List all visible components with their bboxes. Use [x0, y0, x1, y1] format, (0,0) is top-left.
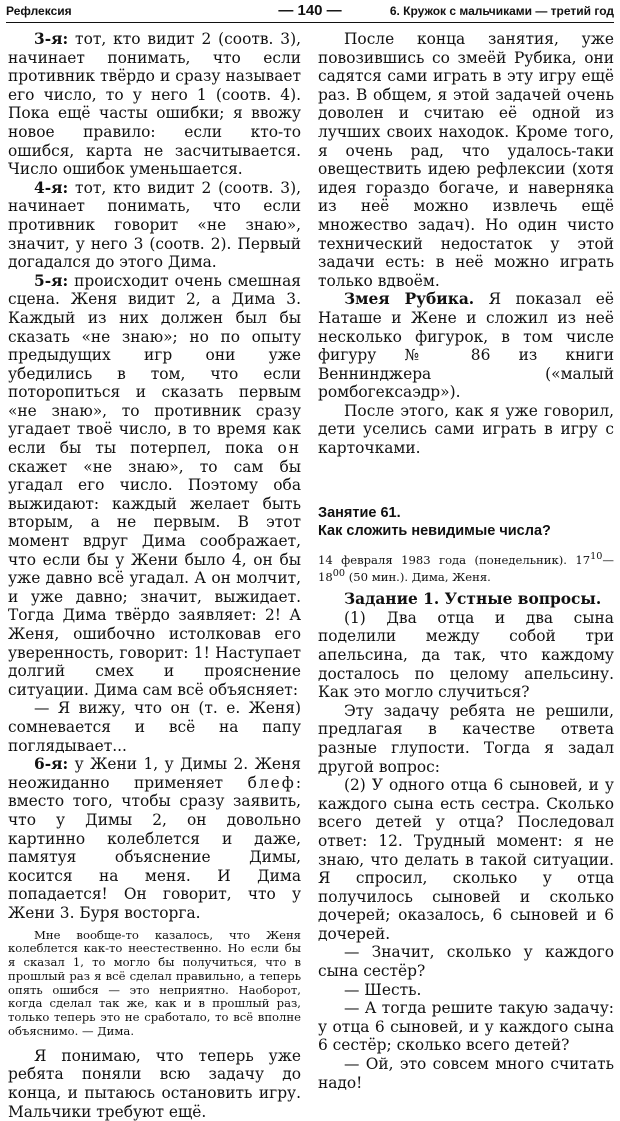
- dialogue-line: — Шесть.: [344, 980, 422, 999]
- dialogue-line: — А тогда решите такую задачу: у отца 6 сыновей, и у каждого сына 6 сестёр; сколько всего детей?: [318, 999, 614, 1055]
- step-label: 4-я:: [34, 178, 69, 197]
- header-rule: [6, 22, 614, 23]
- paragraph-after-q1: Эту задачу ребята не решили, предлагая в качестве ответа разные глупости. Тогда я задал другой вопрос:: [318, 701, 614, 776]
- paragraph-cards: После этого, как я уже говорил, дети уселись сами играть в игру с карточками.: [318, 401, 614, 458]
- step-text: тот, кто видит 2 (соотв. 3), начинает понимать, что если противник говорит «не знаю», значит, у него 3 (соотв. 2). Первый догадался до этого Дима.: [8, 178, 301, 272]
- paragraph-rubik-snake: [318, 290, 614, 402]
- footnote-quote: Мне вообще-то казалось, что Женя колеблется как-то неестественно. Но если бы я сказал 1, то могло бы получиться, что в прошлый раз я всё сделал правильно, а теперь опять ошибся — это неприятно. Наоборот, когда сделал так же, как и в прошлый раз, только теперь это не сработало, то всё вполне объяснимо. — Дима.: [8, 927, 301, 1039]
- paragraph-step-5: [8, 272, 301, 700]
- date-text: (50 мин.). Дима, Женя.: [345, 569, 491, 584]
- paragraph-step-6: [8, 755, 301, 922]
- spaced-word: он: [277, 439, 301, 458]
- lesson-title: Как сложить невидимые числа?: [318, 522, 551, 539]
- time-sup: 00: [332, 567, 346, 579]
- step-text: происходит очень смешная сцена. Женя видит 2, а Дима 3. Каждый из них должен был бы сказать «не знаю»; но по опыту предыдущих игр они уже убедились в том, что если поторопиться и сказать первым «не знаю», то противник сразу угадает твоё число, в то время как если бы ты потерпел, пока: [8, 271, 301, 458]
- lesson-dateline: [318, 550, 614, 585]
- step-text: у Жени 1, у Димы 2. Женя неожиданно применяет: [8, 755, 301, 792]
- dialogue-line: — Я вижу, что он (т. е. Женя) сомневается и всё на папу поглядывает...: [8, 699, 301, 755]
- question-1: (1) Два отца и два сына поделили между собой три апельсина, да так, что каждому досталось по целому апельсину. Как это могло случиться?: [318, 608, 614, 702]
- spaced-word: блеф: [247, 773, 296, 792]
- topic-label: Змея Рубика.: [344, 290, 475, 309]
- step-text: скажет «не знаю», то сам бы угадал его число. Поэтому оба выжидают: каждый желает быть вторым, а не первым. В этот момент вдруг Дима соображает, что если бы у Жени было 4, он бы уже давно всё угадал. А он молчит, и уже давно; значит, выжидает. Тогда Дима твёрдо заявляет: 2! А Женя, ошибочно истолковав его уверенность, говорит: 1! Наступает долгий смех и прояснение ситуации. Дима сам всё объясняет:: [8, 457, 301, 699]
- step-text: : вместо того, чтобы сразу заявить, что у Димы 2, он довольно картинно колеблется и даже, памятуя объяснение Димы, косится на меня. И Дима попадается! Он говорит, что у Жени 3. Буря восторга.: [8, 773, 301, 922]
- right-column: [318, 30, 614, 1092]
- running-header: [6, 2, 614, 22]
- paragraph-conclusion: Я понимаю, что теперь уже ребята поняли всю задачу до конца, и пытаюсь остановить игру. Мальчики требуют ещё.: [8, 1046, 301, 1121]
- date-text: —18: [318, 552, 614, 584]
- lesson-number: Занятие 61.: [318, 504, 401, 521]
- date-text: 14 февраля 1983 года (понедельник). 17: [318, 552, 591, 567]
- paragraph-after-lesson: После конца занятия, уже повозившись со змеёй Рубика, они садятся сами играть в эту игру ещё раз. В общем, я этой задачей очень доволен и считаю её одной из лучших своих находок. Кроме того, я очень рад, что удалось-таки овеществить идею рефлексии (хотя идея гораздо богаче, и наверняка из неё можно извлечь ещё множество задач). Но один чисто технический недостаток у этой задачи есть: в неё можно играть только вдвоём.: [318, 30, 614, 290]
- step-label: 5-я:: [34, 271, 69, 290]
- question-2: (2) У одного отца 6 сыновей, и у каждого сына есть сестра. Сколько всего детей у отца? Последовал ответ: 12. Трудный момент: я не знаю, что делать в такой ситуации. Я спросил, сколько у отца получилось сыновей и сколько дочерей; оказалось, 6 сыновей и 6 дочерей.: [318, 776, 614, 943]
- time-sup: 10: [590, 550, 603, 562]
- step-text: тот, кто видит 2 (соотв. 3), начинает понимать, что если противник твёрдо и сразу называет его число, то у него 1 (соотв. 4). Пока ещё часты ошибки; я ввожу новое правило: если кто-то ошибся, карта не засчитывается. Число ошибок уменьшается.: [8, 30, 301, 179]
- lesson-heading: [318, 504, 614, 540]
- page-number: — 140 —: [278, 2, 342, 19]
- dialogue-line: — Значит, сколько у каждого сына сестёр?: [318, 943, 614, 981]
- header-section-title: Рефлексия: [6, 4, 72, 18]
- paragraph-step-4: [8, 179, 301, 272]
- dialogue-line: — Ой, это совсем много считать надо!: [318, 1055, 614, 1092]
- header-chapter-title: 6. Кружок с мальчиками — третий год: [389, 4, 614, 18]
- paragraph-step-3: [8, 30, 301, 179]
- topic-text: Я показал её Наташе и Жене и сложил из неё несколько фигурок, в том числе фигуру № 86 из книги Веннинджера («малый ромбогексаэдр»).: [318, 290, 614, 402]
- step-label: 3-я:: [34, 30, 69, 48]
- step-label: 6-я:: [34, 755, 69, 774]
- task-heading: Задание 1. Устные вопросы.: [344, 590, 602, 609]
- left-column: [8, 30, 301, 1121]
